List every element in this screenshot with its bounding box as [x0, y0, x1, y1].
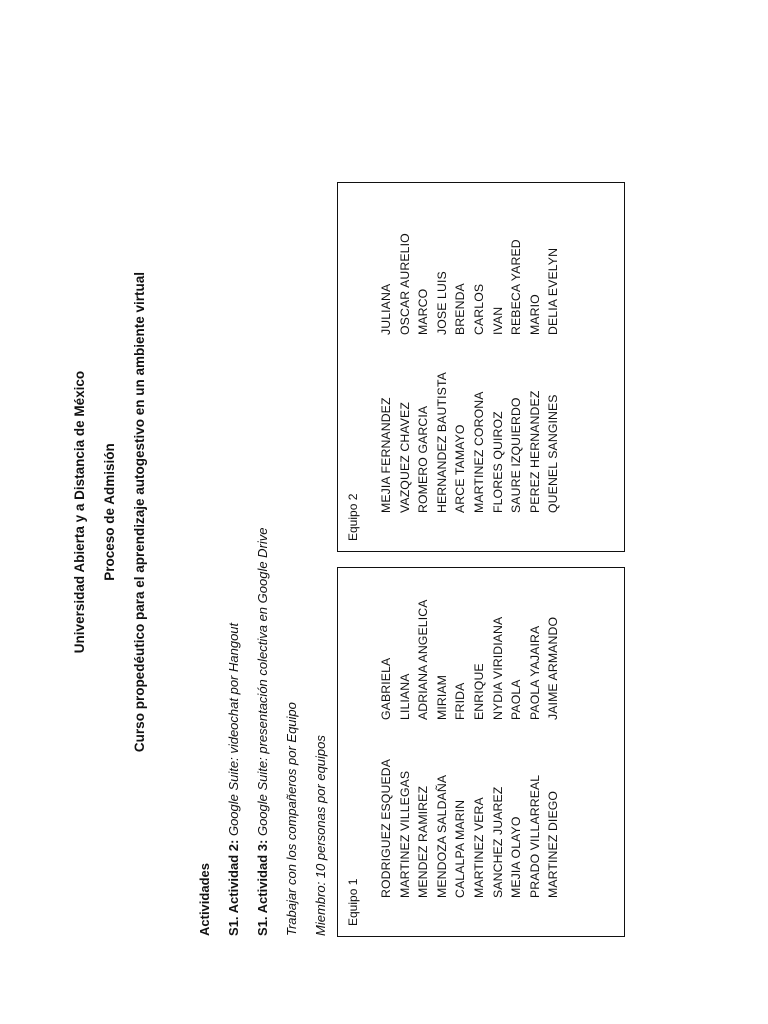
member-surname: SANCHEZ JUAREZ: [490, 786, 505, 898]
member-surname: MENDOZA SALDAÑA: [434, 774, 449, 898]
member-surname: RODRIGUEZ ESQUEDA: [379, 758, 393, 898]
member-surname: MARTINEZ VERA: [471, 797, 486, 898]
member-surname: PRADO VILLARREAL: [527, 774, 542, 898]
team-1-box: [337, 567, 625, 937]
member-surname: MARTINEZ VILLEGAS: [397, 770, 412, 898]
member-name: IVAN: [490, 306, 505, 335]
activity-item: [248, 527, 277, 936]
member-name: REBECA YARED: [509, 239, 524, 335]
member-name: MARCO: [416, 288, 431, 335]
member-name: MARIO: [527, 294, 542, 335]
member-surname: MARTINEZ CORONA: [471, 391, 486, 513]
team-2-members: [377, 233, 563, 513]
team-1-members: [377, 599, 563, 898]
member-surname: MEJIA OLAYO: [509, 816, 524, 898]
member-surname: ARCE TAMAYO: [453, 424, 468, 513]
member-name: MIRIAM: [434, 674, 449, 720]
member-surname: PEREZ HERNANDEZ: [527, 390, 542, 513]
member-surname: SAURE IZQUIERDO: [509, 397, 524, 513]
member-name: ENRIQUE: [471, 663, 486, 720]
activity-text: Google Suite: videochat por Hangout: [226, 622, 241, 837]
member-name: PAOLA YAJAIRA: [527, 625, 542, 720]
member-name: CARLOS: [471, 283, 486, 335]
member-name: JAIME ARMANDO: [546, 616, 561, 720]
member-surname: VAZQUEZ CHAVEZ: [397, 402, 412, 513]
team-1-title: Equipo 1: [346, 878, 360, 926]
member-surname: HERNANDEZ BAUTISTA: [434, 372, 449, 513]
member-name: GABRIELA: [379, 657, 393, 720]
team-2-box: [337, 182, 625, 552]
activity-text: Google Suite: presentación colectiva en Google Drive: [255, 527, 270, 837]
course-title: Curso propedéutico para el aprendizaje autogestivo en un ambiente virtual: [132, 271, 147, 753]
member-surname: MENDEZ RAMIREZ: [416, 785, 431, 898]
member-surname: MEJIA FERNANDEZ: [379, 397, 393, 513]
activity-item: [219, 527, 248, 936]
university-title: Universidad Abierta y a Distancia de México: [72, 370, 87, 654]
team-2-title: Equipo 2: [346, 493, 360, 541]
activities-section: [190, 527, 335, 936]
member-name: OSCAR AURELIO: [397, 233, 412, 335]
member-surname: CALALPA MARIN: [453, 799, 468, 898]
member-name: FRIDA: [453, 682, 468, 720]
member-surname: MARTINEZ DIEGO: [546, 790, 561, 898]
member-surname: FLORES QUIROZ: [490, 411, 505, 513]
member-name: JOSE LUIS: [434, 271, 449, 335]
member-surname: QUENEL SANGINES: [546, 394, 561, 513]
member-name: JULIANA: [379, 283, 393, 335]
activity-label: S1. Actividad 3:: [255, 839, 270, 936]
member-note: Miembro: 10 personas por equipos: [313, 735, 328, 936]
member-name: ADRIANA ANGELICA: [416, 599, 431, 720]
member-name: NYDIA VIRIDIANA: [490, 616, 505, 720]
member-name: DELIA EVELYN: [546, 247, 561, 335]
activities-heading: Actividades: [197, 863, 212, 936]
member-name: BRENDA: [453, 283, 468, 335]
member-surname: ROMERO GARCIA: [416, 405, 431, 513]
member-name: PAOLA: [509, 679, 524, 720]
team-note: Trabajar con los compañeros por Equipo: [284, 702, 299, 936]
process-title: Proceso de Admisión: [102, 443, 117, 581]
activity-label: S1. Actividad 2:: [226, 839, 241, 936]
member-name: LILIANA: [397, 673, 412, 720]
